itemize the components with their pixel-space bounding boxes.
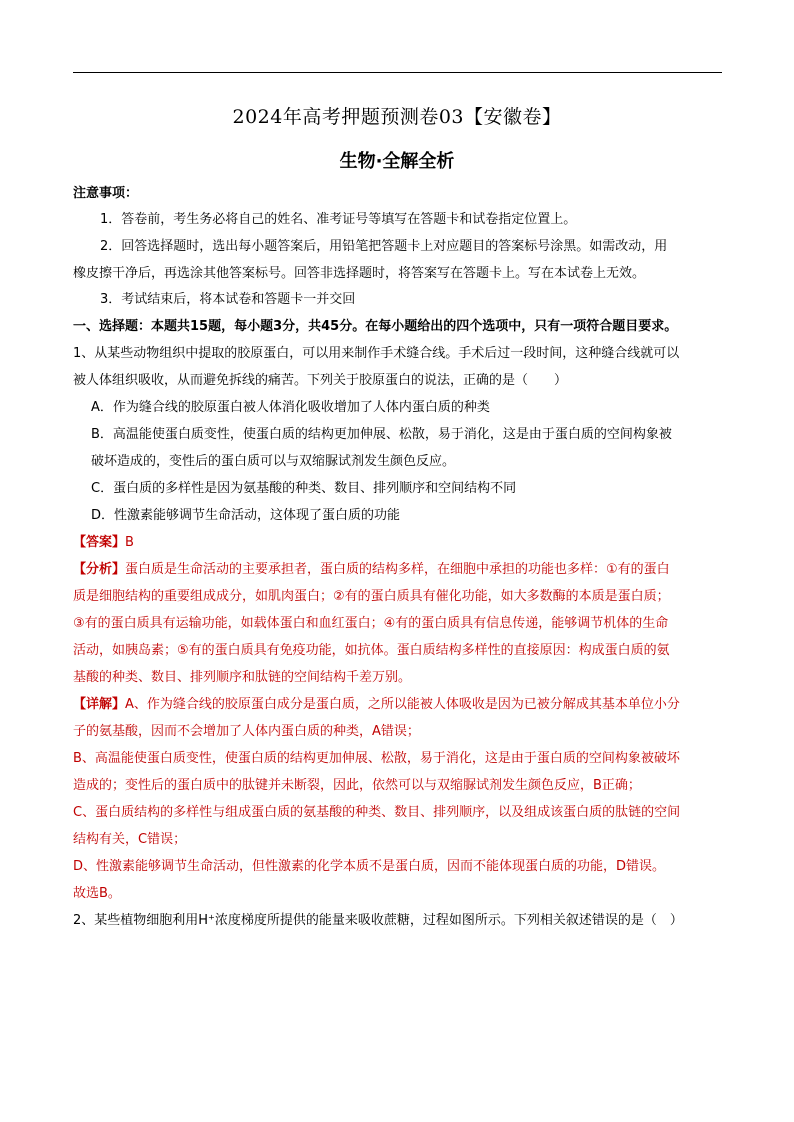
section-heading: 一、选择题：本题共15题，每小题3分，共45分。在每小题给出的四个选项中，只有一项符合题目要求。 (73, 319, 678, 334)
option-a: A．作为缝合线的胶原蛋白被人体消化吸收增加了人体内蛋白质的种类 (91, 400, 490, 415)
detail-text: 造成的；变性后的蛋白质中的肽键并未断裂，因此，依然可以与双缩脲试剂发生颜色反应，B正确； (73, 778, 641, 793)
notice-item: 1．答卷前，考生务必将自己的姓名、准考证号等填写在答题卡和试卷指定位置上。 (100, 212, 577, 227)
analysis-text: ③有的蛋白质具有运输功能，如载体蛋白和血红蛋白；④有的蛋白质具有信息传递，能够调节机体的生命 (73, 616, 669, 631)
page-title: 2024年高考押题预测卷03【安徽卷】 (232, 106, 562, 128)
notice-heading: 注意事项： (73, 186, 139, 201)
detail-text: 子的氨基酸，因而不会增加了人体内蛋白质的种类，A错误； (73, 724, 420, 739)
analysis-text: 蛋白质是生命活动的主要承担者，蛋白质的结构多样，在细胞中承担的功能也多样：①有的蛋白 (125, 562, 670, 577)
question-stem: 2、某些植物细胞利用H⁺浓度梯度所提供的能量来吸收蔗糖，过程如图所示。下列相关叙述错误的是（ ） (73, 913, 683, 928)
detail-text: C、蛋白质结构的多样性与组成蛋白质的氨基酸的种类、数目、排列顺序，以及组成该蛋白质的肽链的空间 (73, 805, 681, 820)
analysis-text: 活动，如胰岛素；⑤有的蛋白质具有免疫功能，如抗体。蛋白质结构多样性的直接原因：构成蛋白质的氨 (73, 643, 670, 658)
option-d: D．性激素能够调节生命活动，这体现了蛋白质的功能 (91, 508, 401, 523)
answer-value: B (125, 535, 134, 550)
answer-tag: 【答案】 (73, 535, 126, 550)
option-b-cont: 破坏造成的，变性后的蛋白质可以与双缩脲试剂发生颜色反应。 (91, 454, 456, 469)
detail-line (73, 697, 680, 713)
analysis-text: 质是细胞结构的重要组成成分，如肌肉蛋白；②有的蛋白质具有催化功能，如大多数酶的本质是蛋白质； (73, 589, 670, 604)
page-subtitle: 生物·全解全析 (339, 151, 455, 172)
analysis-tag: 【分析】 (73, 562, 126, 577)
detail-tag: 【详解】 (73, 697, 126, 712)
notice-item: 橡皮擦干净后，再选涂其他答案标号。回答非选择题时，将答案写在答题卡上。写在本试卷上无效。 (73, 266, 646, 281)
option-b: B．高温能使蛋白质变性，使蛋白质的结构更加伸展、松散，易于消化，这是由于蛋白质的空间构象被 (91, 427, 672, 442)
detail-text: D、性激素能够调节生命活动，但性激素的化学本质不是蛋白质，因而不能体现蛋白质的功能，D错误。 (73, 859, 666, 874)
notice-item: 3．考试结束后，将本试卷和答题卡一并交回 (100, 292, 356, 307)
question-stem: 被人体组织吸收，从而避免拆线的痛苦。下列关于胶原蛋白的说法，正确的是（ ） (73, 373, 568, 388)
notice-item: 2．回答选择题时，选出每小题答案后，用铅笔把答题卡上对应题目的答案标号涂黑。如需改动，用 (100, 239, 668, 254)
header-rule (73, 72, 722, 73)
detail-text: A、作为缝合线的胶原蛋白成分是蛋白质，之所以能被人体吸收是因为已被分解成其基本单位小分 (125, 697, 680, 712)
answer-line (73, 535, 134, 551)
detail-text: 故选B。 (73, 886, 121, 901)
option-c: C．蛋白质的多样性是因为氨基酸的种类、数目、排列顺序和空间结构不同 (91, 481, 517, 496)
question-stem: 1、从某些动物组织中提取的胶原蛋白，可以用来制作手术缝合线。手术后过一段时间，这种缝合线就可以 (73, 346, 680, 361)
analysis-line (73, 562, 670, 578)
detail-text: 结构有关，C错误； (73, 832, 187, 847)
analysis-text: 基酸的种类、数目、排列顺序和肽链的空间结构千差万别。 (73, 670, 412, 685)
detail-text: B、高温能使蛋白质变性，使蛋白质的结构更加伸展、松散，易于消化，这是由于蛋白质的空间构象被破坏 (73, 751, 680, 766)
